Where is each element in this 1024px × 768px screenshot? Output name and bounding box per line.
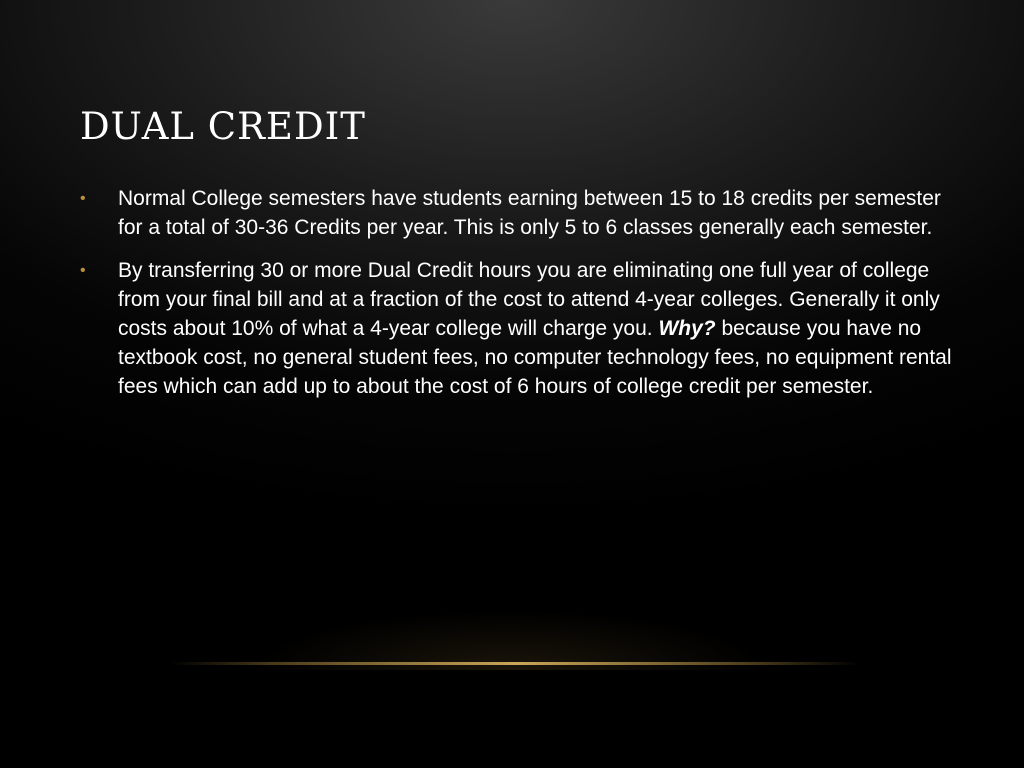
bullet-item	[80, 256, 960, 401]
bullet-text: By transferring 30 or more Dual Credit hours you are eliminating one full year of college from your final bill and at a fraction of the cost to attend 4-year colleges. Generally it only costs about 10% of what a 4-year college will charge you.	[118, 259, 940, 340]
bullet-item	[80, 184, 960, 242]
bullet-marker-icon: •	[80, 262, 86, 279]
decorative-gold-line	[170, 662, 860, 665]
slide-title: DUAL CREDIT	[80, 105, 366, 148]
emphasis-text: Why?	[658, 317, 716, 340]
bullet-list	[80, 184, 960, 415]
decorative-glow	[250, 610, 770, 670]
bullet-text-continued: because you have no textbook cost, no general student fees, no computer technology fees, no equipment rental fees which can add up to about the cost of 6 hours of college credit per semester.	[118, 317, 952, 398]
bullet-text: Normal College semesters have students earning between 15 to 18 credits per semester for a total of 30-36 Credits per year. This is only 5 to 6 classes generally each semester.	[118, 187, 941, 239]
bullet-marker-icon: •	[80, 190, 86, 207]
